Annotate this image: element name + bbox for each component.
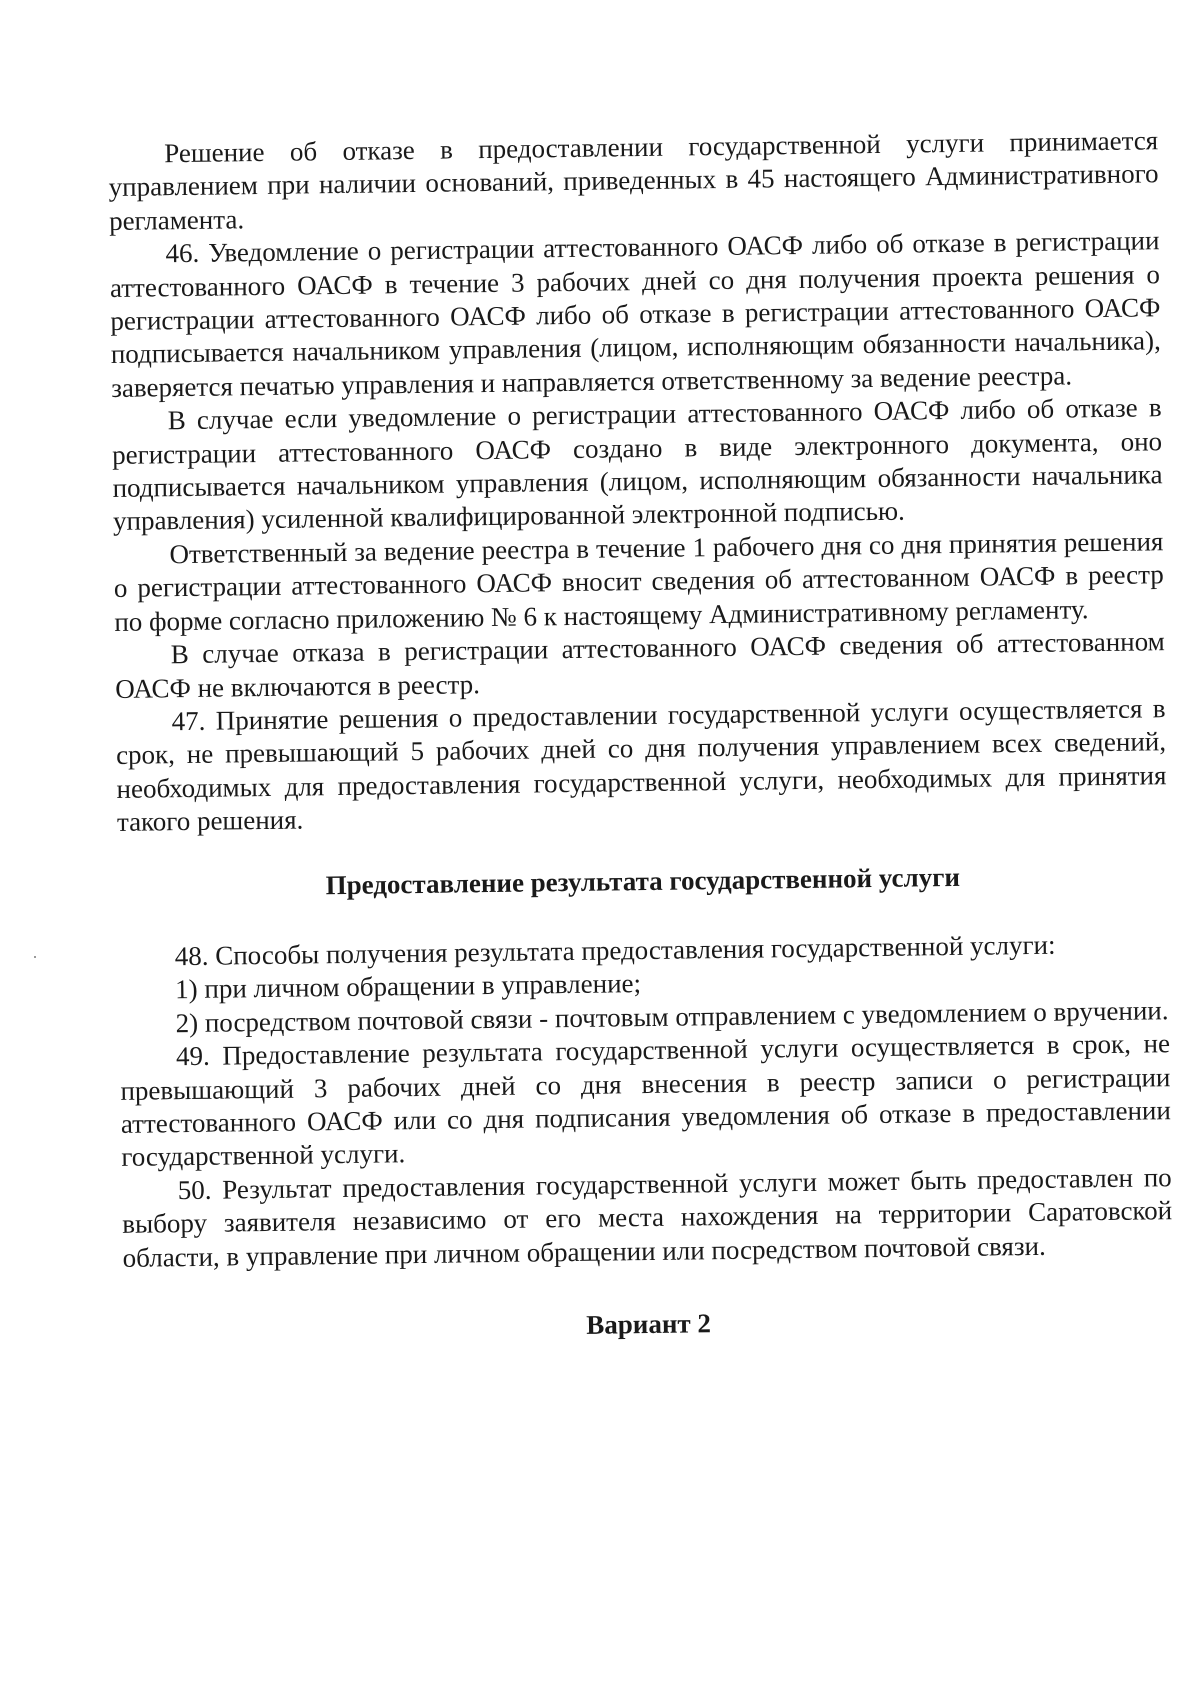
list-item-2: 2) посредством почтовой связи - почтовым отправлением с уведомлением о вручении. (175, 994, 1169, 1038)
paragraph-46: 46. Уведомление о регистрации аттестованного ОАСФ либо об отказе в регистрации аттестованного ОАСФ в течение 3 рабочих дней со дня получения проекта решения о регистрации аттестованного ОАСФ либо об отказе в регистрации аттестованного ОАСФ подписывается начальником управления (лицом, исполняющим обязанности начальника), заверяется печатью управления и направляется ответственному за ведение реестра. (109, 225, 1161, 403)
paragraph-electronic-notice: В случае если уведомление о регистрации аттестованного ОАСФ либо об отказе в регистрации аттестованного ОАСФ создано в виде электронного документа, оно подписывается начальником управления (лицом, исполняющим обязанности начальника управления) усиленной квалифицированной электронной подписью. (111, 392, 1163, 537)
document-body (108, 124, 1174, 1348)
paragraph-50: 50. Результат предоставления государственной услуги может быть предоставлен по выбору заявителя независимо от его места нахождения на территории Саратовской области, в управление при личном обращении или посредством почтовой связи. (122, 1161, 1173, 1273)
paragraph-registry-entry: Ответственный за ведение реестра в течение 1 рабочего дня со дня принятия решения о регистрации аттестованного ОАСФ вносит сведения об аттестованном ОАСФ в реестр по форме согласно приложению № 6 к настоящему Административному регламенту. (113, 526, 1165, 637)
paragraph-48: 48. Способы получения результата предоставления государственной услуги: (174, 929, 1056, 972)
paragraph-47: 47. Принятие решения о предоставлении государственной услуги осуществляется в срок, не превышающий 5 рабочих дней со дня получения управлением всех сведений, необходимых для предоставления государственной услуги, необходимых для принятия такого решения. (115, 693, 1167, 838)
paragraph-refusal-registry: В случае отказа в регистрации аттестованного ОАСФ сведения об аттестованном ОАСФ не включаются в реестр. (115, 626, 1165, 704)
paragraph-refusal-decision: Решение об отказе в предоставлении государственной услуги принимается управлением при наличии оснований, приведенных в 45 настоящего Административного регламента. (108, 125, 1159, 236)
paragraph-49: 49. Предоставление результата государственной услуги осуществляется в срок, не превышающий 3 рабочих дней со дня внесения в реестр записи о регистрации аттестованного ОАСФ или со дня подписания уведомления об отказе в предоставлении государственной услуги. (120, 1028, 1172, 1173)
scan-speck (34, 956, 36, 958)
list-item-1: 1) при личном обращении в управление; (174, 968, 642, 1005)
section-heading-result: Предоставление результата государственной услуги (325, 861, 961, 900)
section-heading-variant: Вариант 2 (586, 1308, 712, 1340)
